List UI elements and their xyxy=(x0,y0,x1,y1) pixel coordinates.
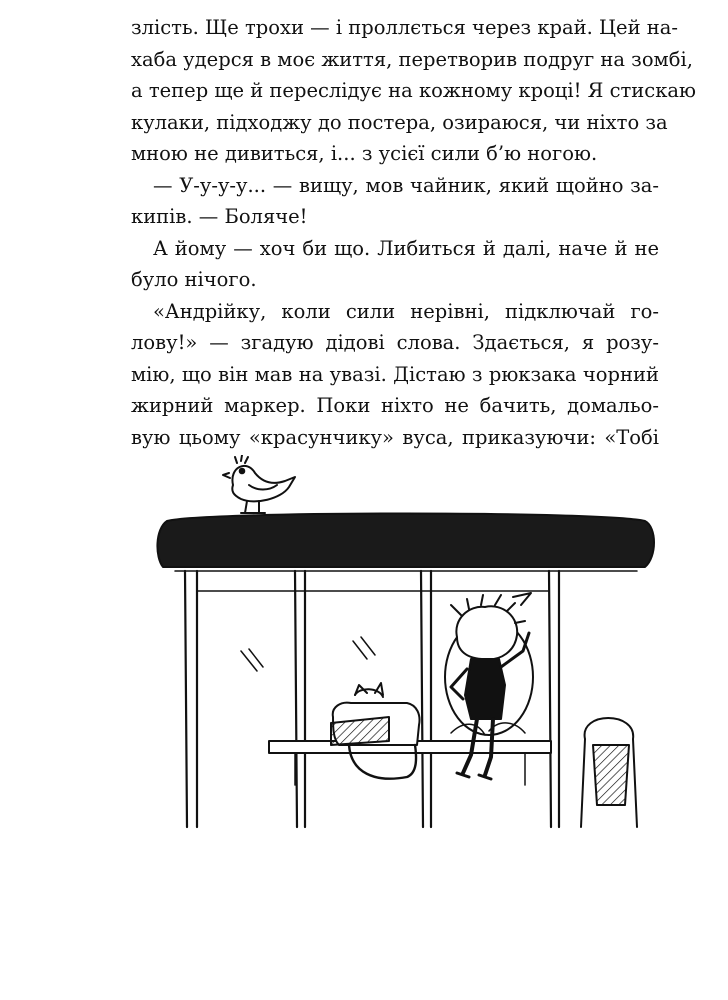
text-line: «Андрійку, коли сили нерівні, підключай го- xyxy=(153,299,659,323)
text-line: було нічого. xyxy=(131,268,257,291)
trash-bin xyxy=(581,718,637,827)
bench xyxy=(269,741,551,785)
bus-stop-roof xyxy=(157,514,654,568)
text-line: а тепер ще й переслідує на кожному кроці! Я стискаю xyxy=(131,79,696,102)
bus-stop-illustration xyxy=(145,455,665,845)
text-line: злість. Ще трохи — і проллється через край. Цей на- xyxy=(131,16,678,39)
text-line: жирний маркер. Поки ніхто не бачить, домальо- xyxy=(131,394,659,417)
bird-figure xyxy=(223,455,295,513)
story-text xyxy=(131,12,696,453)
text-line: мію, що він мав на увазі. Дістаю з рюкзака чорний xyxy=(131,362,659,386)
backpack xyxy=(331,683,420,779)
glass-reflection-marks xyxy=(241,637,375,671)
text-line: кипів. — Боляче! xyxy=(131,205,308,228)
text-line: кулаки, підходжу до постера, озираюся, чи ніхто за xyxy=(131,110,668,134)
text-line: хаба удерся в моє життя, перетворив подруг на зомбі, xyxy=(131,47,693,71)
text-line: А йому — хоч би що. Либиться й далі, наче й не xyxy=(153,236,659,260)
text-line: лову!» — згадую дідові слова. Здається, я розу- xyxy=(131,331,659,354)
text-line: вую цьому «красунчику» вуса, приказуючи: «Тобі xyxy=(131,425,659,449)
text-line: мною не дивиться, і... з усієї сили б’ю ногою. xyxy=(131,142,598,165)
text-line: — У-у-у-у... — вищу, мов чайник, який щойно за- xyxy=(153,173,659,197)
